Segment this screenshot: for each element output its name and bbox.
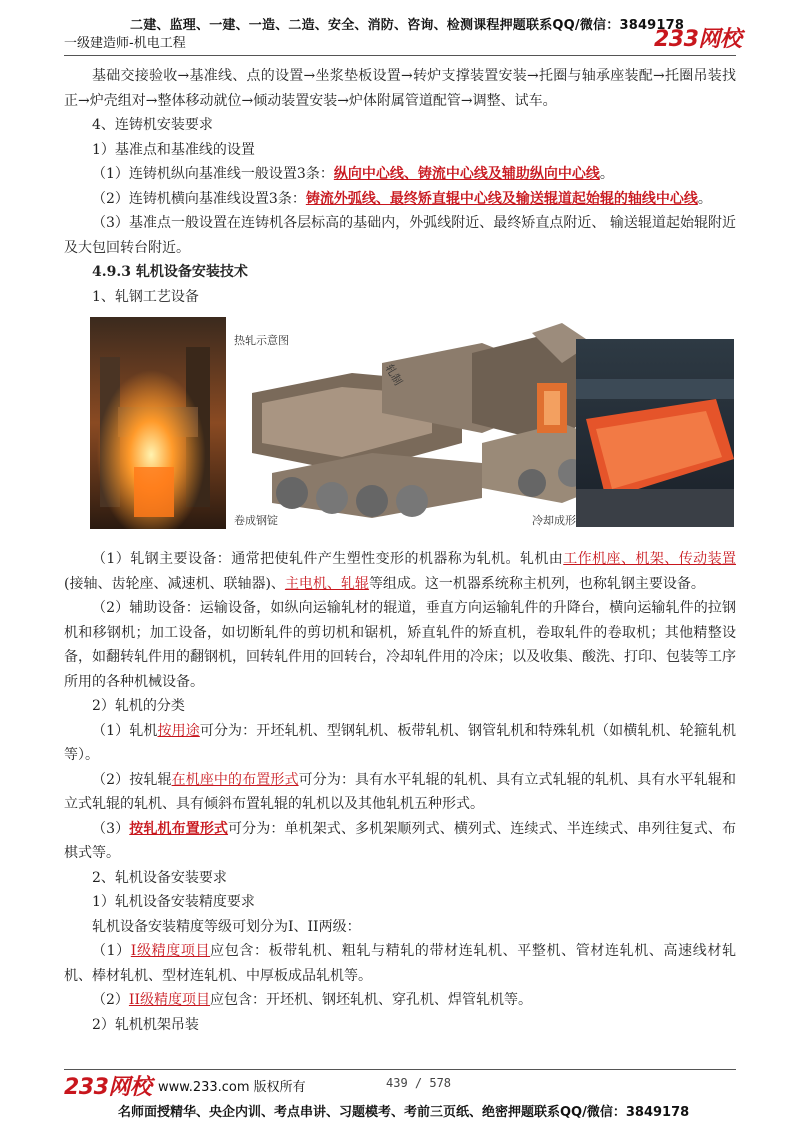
- highlight-text: 按轧机布置形式: [129, 820, 229, 837]
- diagram-coiling-label: 卷成钢锭: [234, 514, 278, 527]
- paragraph: （2）按轧辊在机座中的布置形式可分为：具有水平轧辊的轧机、具有立式轧辊的轧机、具有水平轧辊和立式轧辊的轧机、具有倾斜布置轧辊的轧机以及其他轧机五种形式。: [64, 771, 736, 812]
- subsection-heading: 1）基准点和基准线的设置: [92, 141, 255, 158]
- footer-divider: [64, 1069, 736, 1070]
- header-ad-text: 二建、监理、一建、一造、二造、安全、消防、咨询、检测课程押题联系QQ/微信：3849178: [130, 18, 685, 33]
- brand-logo[interactable]: 233网校: [654, 27, 742, 52]
- section-heading: 4、连铸机安装要求: [92, 117, 213, 133]
- paragraph: 基础交接验收→基准线、点的设置→坐浆垫板设置→转炉支撑装置安装→托圈与轴承座装配→托圈吊装找正→炉壳组对→整体移动就位→倾动装置安装→炉体附属管道配管→调整、试车。: [64, 68, 736, 109]
- header-subtitle: 一级建造师-机电工程: [64, 36, 186, 51]
- subsection-heading: 2）轧机机架吊装: [92, 1016, 199, 1033]
- paragraph: （1）连铸机纵向基准线一般设置3条：纵向中心线、铸流中心线及辅助纵向中心线。: [92, 166, 614, 182]
- highlight-text: 在机座中的布置形式: [171, 771, 299, 788]
- highlight-text: 铸流外弧线、最终矫直辊中心线及输送辊道起始辊的轴线中心线: [305, 190, 698, 207]
- paragraph: （3）按轧机布置形式可分为：单机架式、多机架顺列式、横列式、连续式、半连续式、串列往复式、布棋式等。: [64, 820, 736, 861]
- paragraph: （2）连铸机横向基准线设置3条：铸流外弧线、最终矫直辊中心线及输送辊道起始辊的轴线中心线。: [92, 190, 712, 207]
- page-number: 439 / 578: [386, 1076, 452, 1090]
- highlight-text: II级精度项目: [128, 992, 210, 1008]
- footer-logo[interactable]: 233网校: [64, 1075, 152, 1100]
- highlight-text: 纵向中心线、铸流中心线及辅助纵向中心线: [333, 166, 600, 182]
- paragraph: 轧机设备安装精度等级可划分为I、II两级：: [92, 918, 361, 935]
- paragraph: （1）I级精度项目应包含：板带轧机、粗轧与精轧的带材连轧机、平整机、管材连轧机、高速线材轧机、棒材轧机、型材连轧机、中厚板成品轧机等。: [64, 943, 737, 984]
- paragraph: （1）轧机按用途可分为：开坯轧机、型钢轧机、板带轧机、钢管轧机和特殊轧机（如横轧机、轮箍轧机等）。: [64, 722, 737, 763]
- paragraph: （1）轧钢主要设备：通常把使轧件产生塑性变形的机器称为轧机。轧机由工作机座、机架、传动装置(接轴、齿轮座、减速机、联轴器)、主电机、轧辊等组成。这一机器系统称主机列，也称轧钢主要设备。: [64, 551, 737, 592]
- section-heading: 1、轧钢工艺设备: [92, 288, 199, 305]
- header-divider: [64, 55, 736, 56]
- footer-ad-text: 名师面授精华、央企内训、考点串讲、习题模考、考前三页纸、绝密押题联系QQ/微信：3849178: [118, 1105, 690, 1120]
- highlight-text: 工作机座、机架、传动装置: [563, 551, 737, 567]
- diagram-rolling-label: 轧制: [382, 362, 405, 388]
- figure-row: [64, 313, 736, 539]
- section-title: 4.9.3 轧机设备安装技术: [92, 264, 248, 280]
- highlight-text: 按用途: [157, 722, 200, 739]
- steel-mill-photo: [90, 317, 226, 529]
- diagram-title-label: 热轧示意图: [234, 334, 289, 347]
- paragraph: （2）辅助设备：运输设备，如纵向运输轧材的辊道，垂直方向运输轧件的升降台，横向运输轧件的拉钢机和移钢机；加工设备，如切断轧件的剪切机和锯机，矫直轧件的矫直机，卷取轧件的卷取机；其他精整设备，如翻转轧件用的翻钢机，回转轧件用的回转台，冷却轧件用的冷床；以及收集、酸洗、打印、包装等工序所用的各种机械设备。: [64, 600, 736, 690]
- subsection-heading: 2）轧机的分类: [92, 698, 185, 714]
- subsection-heading: 1）轧机设备安装精度要求: [92, 894, 255, 910]
- paragraph: （2）II级精度项目应包含：开坯机、钢坯轧机、穿孔机、焊管轧机等。: [92, 992, 532, 1008]
- paragraph: （3）基准点一般设置在连铸机各层标高的基础内，外弧线附近、最终矫直点附近、 输送辊道起始辊附近及大包回转台附近。: [64, 215, 736, 256]
- diagram-cooling-label: 冷却成形: [532, 514, 576, 527]
- section-heading: 2、轧机设备安装要求: [92, 869, 227, 886]
- hot-steel-plate-photo: [576, 339, 734, 527]
- highlight-text: 主电机、轧辊: [284, 575, 369, 592]
- hot-rolling-diagram: [232, 323, 632, 531]
- page-header: [0, 0, 800, 56]
- document-body: [64, 64, 736, 1037]
- footer-copyright[interactable]: www.233.com 版权所有: [158, 1080, 306, 1095]
- highlight-text: I级精度项目: [130, 943, 211, 959]
